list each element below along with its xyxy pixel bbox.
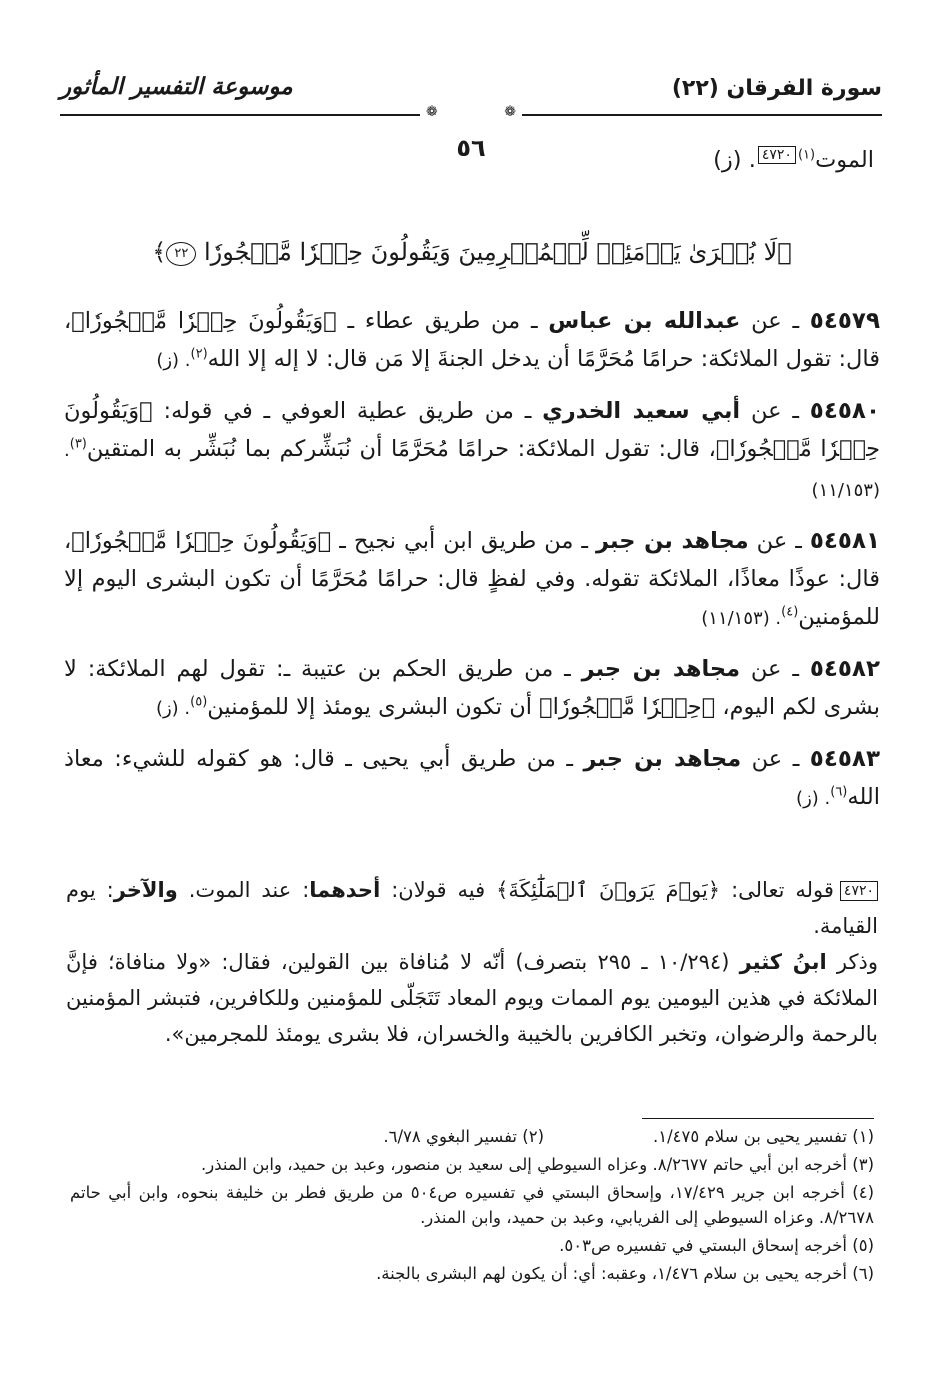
ayah-quote: ﴿حِجۡرٗا مَّحۡجُورٗا﴾ xyxy=(539,694,716,720)
narration-body: هو كقوله للشيء: معاذ الله xyxy=(64,746,880,810)
footnote-marker: (١) xyxy=(797,147,816,163)
narration-number: ٥٤٥٨١ xyxy=(809,528,881,554)
narration-item xyxy=(64,522,880,638)
verse-close-bracket: ﴾ xyxy=(152,238,167,266)
footnote: (٥) أخرجه إسحاق البستي في تفسيره ص٥٠٣. xyxy=(559,1236,874,1255)
reference-marker: . (ز) xyxy=(156,350,191,371)
commentary-box-ref: ٤٧٢٠ xyxy=(758,146,796,164)
ayah-quote: ﴿يَوۡمَ يَرَوۡنَ ٱلۡمَلَٰٓئِكَةَ﴾ xyxy=(496,878,721,902)
continuation-line xyxy=(70,140,874,180)
narration-dash: ـ عن xyxy=(740,398,810,424)
narration-item xyxy=(64,302,880,380)
commentary-paragraph xyxy=(66,872,878,944)
footnote-marker: (٢) xyxy=(190,346,208,362)
narration-dash: ـ عن xyxy=(741,746,810,772)
scholar-name: ابنُ كثير xyxy=(739,950,827,974)
reference-marker: . (١١/١٥٣) xyxy=(701,608,782,629)
narrator-name: أبي سعيد الخدري xyxy=(542,398,741,424)
commentary-text: : يوم القيامة. xyxy=(66,878,878,938)
narration-chain: ـ من طريق أبي يحيى ـ قال: xyxy=(282,746,584,772)
second-opinion-label: والآخر xyxy=(113,878,178,902)
commentary-text: قوله تعالى: xyxy=(720,878,834,902)
footnote: (٣) أخرجه ابن أبي حاتم ٨/٢٦٧٧. وعزاه السيوطي إلى سعيد بن منصور، وعبد بن حميد، وابن المنذر. xyxy=(201,1155,874,1174)
header-line-left xyxy=(60,114,420,116)
narrations-list xyxy=(64,302,880,830)
footnote: (٢) تفسير البغوي ٦/٧٨. xyxy=(383,1127,544,1146)
quran-verse xyxy=(70,232,874,272)
footnotes xyxy=(70,1124,874,1289)
narration-body: ، قال: تقول الملائكة: حرامًا مُحَرَّمًا أن يدخل الجنةَ إلا مَن قال: لا إله إلا الله xyxy=(64,308,880,372)
narrator-name: مجاهد بن جبر xyxy=(583,746,742,772)
narration-dash: ـ عن xyxy=(740,308,810,334)
footnote-marker: (٣) xyxy=(69,436,87,452)
narration-number: ٥٤٥٧٩ xyxy=(809,308,880,334)
verse-text: لَا بُشۡرَىٰ يَوۡمَئِذٖ لِّلۡمُجۡرِمِينَ وَيَقُولُونَ حِجۡرٗا مَّحۡجُورٗا xyxy=(204,238,778,266)
narration-number: ٥٤٥٨٠ xyxy=(809,398,880,424)
narration-item xyxy=(64,740,880,818)
narration-chain: ـ من طريق ابن أبي نجيح ـ xyxy=(331,528,597,554)
narration-chain: ـ من طريق عطاء ـ xyxy=(336,308,549,334)
ornament-icon: ❁ xyxy=(504,104,516,120)
reference-marker: . (١١/١٥٣) xyxy=(64,440,880,501)
reference-marker: . (ز) xyxy=(155,698,191,719)
commentary-text: فيه قولان: xyxy=(380,878,497,902)
narration-chain: ـ من طريق عطية العوفي ـ في قوله: xyxy=(152,398,543,424)
narration-number: ٥٤٥٨٢ xyxy=(809,656,881,682)
narration-number: ٥٤٥٨٣ xyxy=(809,746,880,772)
reference-marker: . (ز) xyxy=(713,147,756,173)
narration-dash: ـ عن xyxy=(740,656,810,682)
narration-body: ، قال: تقول الملائكة: حرامًا مُحَرَّمًا أن نُبَشِّركم بما نُبَشِّر به المتقين xyxy=(86,436,716,462)
ayah-quote: ﴿وَيَقُولُونَ حِجۡرٗا مَّحۡجُورٗا﴾ xyxy=(71,308,337,334)
footnote-row xyxy=(70,1124,874,1152)
narrator-name: عبدالله بن عباس xyxy=(548,308,741,334)
footnote-marker: (٤) xyxy=(781,604,799,620)
narration-body: أن تكون البشرى يومئذ إلا للمؤمنين xyxy=(207,694,540,720)
ayah-quote: ﴿وَيَقُولُونَ حِجۡرٗا مَّحۡجُورٗا﴾ xyxy=(71,528,332,554)
book-title: موسوعة التفسير المأثور xyxy=(60,74,293,100)
commentary-text: : عند الموت. xyxy=(177,878,310,902)
first-opinion-label: أحدهما xyxy=(309,878,381,902)
footnote-marker: (٥) xyxy=(190,694,208,710)
page-number: ٥٦ xyxy=(446,134,495,162)
footnote: (١) تفسير يحيى بن سلام ١/٤٧٥. xyxy=(653,1127,874,1146)
footnote: (٤) أخرجه ابن جرير ١٧/٤٢٩، وإسحاق البستي في تفسيره ص٥٠٤ من طريق فطر بن خليفة بنحوه، وابن أبي حاتم ٨/٢٦٧٨. وعزاه السيوطي إلى الفريابي، وعبد بن حميد، وابن المنذر. xyxy=(70,1183,875,1227)
commentary-block xyxy=(66,872,878,1052)
surah-title: سورة الفرقان (٢٢) xyxy=(671,76,882,101)
footnote: (٦) أخرجه يحيى بن سلام ١/٤٧٦، وعقبه: أي: أن يكون لهم البشرى بالجنة. xyxy=(376,1264,874,1283)
narration-dash: ـ عن xyxy=(748,528,810,554)
narration-item xyxy=(64,650,880,728)
reference-marker: . (ز) xyxy=(796,788,831,809)
verse-open-bracket: ﴿ xyxy=(777,238,792,266)
narrator-name: مجاهد بن جبر xyxy=(581,656,741,682)
verse-number: ٢٢ xyxy=(166,242,196,266)
footnote-marker: (٦) xyxy=(830,784,848,800)
commentary-paragraph xyxy=(66,944,878,1052)
ayah-quote: ﴿وَيَقُولُونَ حِجۡرٗا مَّحۡجُورٗا﴾ xyxy=(64,398,880,462)
narration-chain: ـ من طريق الحكم بن عتيبة ـ: تقول لهم الملائكة: لا بشرى لكم اليوم، xyxy=(64,656,880,720)
continuation-text: الموت xyxy=(815,147,874,173)
footnote-separator xyxy=(642,1118,874,1119)
commentary-box-ref: ٤٧٢٠ xyxy=(840,881,878,901)
narration-body: ، قال: عوذًا معاذًا، الملائكة تقوله. وفي لفظٍ قال: حرامًا مُحَرَّمًا أن تكون البشرى اليوم إلا للمؤمنين xyxy=(64,528,880,630)
commentary-text: وذكر xyxy=(826,950,878,974)
commentary-text: (١٠/٢٩٤ ـ ٢٩٥ بتصرف) أنّه لا مُنافاة بين القولين، فقال: «ولا منافاة؛ فإنَّ الملائكة في هذين اليومين يوم الممات ويوم المعاد تَتَجَلّى للمؤمنين وللكافرين، فتبشر المؤمنين بالرحمة والرضوان، وتخبر الكافرين بالخيبة والخسران، فلا بشرى يومئذ للمجرمين». xyxy=(66,950,878,1046)
narrator-name: مجاهد بن جبر xyxy=(596,528,749,554)
narration-item xyxy=(64,392,880,510)
ornament-icon: ❁ xyxy=(426,104,438,120)
header-line-right xyxy=(522,114,882,116)
